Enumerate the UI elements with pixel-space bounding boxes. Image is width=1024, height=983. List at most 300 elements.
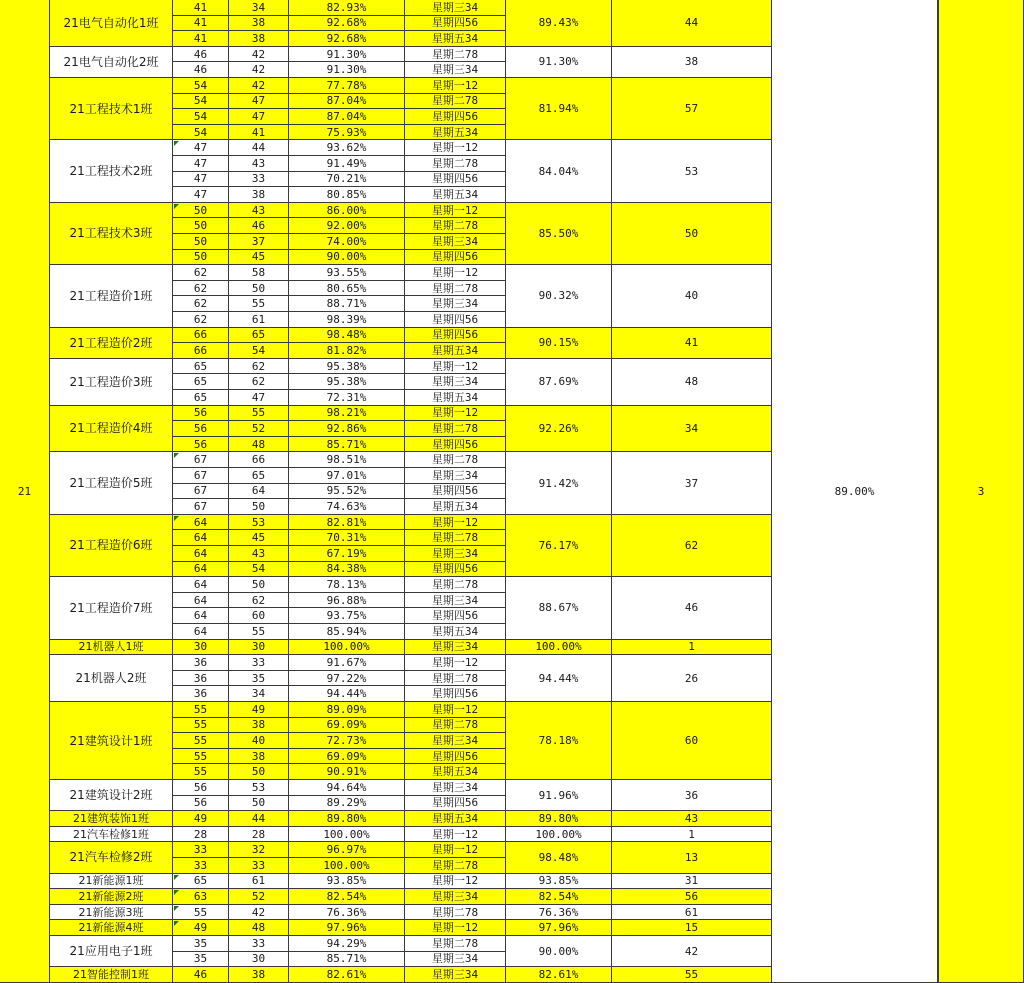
session-cell[interactable]: 星期二78 (405, 156, 506, 172)
session-cell[interactable]: 星期一12 (405, 702, 506, 718)
class-rank-cell[interactable]: 55 (612, 967, 772, 983)
present-count-cell[interactable]: 62 (229, 374, 289, 390)
class-size-cell[interactable]: 33 (173, 858, 229, 874)
present-count-cell[interactable]: 47 (229, 94, 289, 110)
attendance-rate-cell[interactable]: 95.38% (289, 359, 405, 375)
session-cell[interactable]: 星期四56 (405, 328, 506, 344)
present-count-cell[interactable]: 48 (229, 437, 289, 453)
class-rank-cell[interactable]: 26 (612, 655, 772, 702)
class-rank-cell[interactable]: 13 (612, 842, 772, 873)
present-count-cell[interactable]: 42 (229, 905, 289, 921)
attendance-rate-cell[interactable]: 69.09% (289, 718, 405, 734)
present-count-cell[interactable]: 38 (229, 16, 289, 32)
attendance-rate-cell[interactable]: 82.93% (289, 0, 405, 16)
attendance-rate-cell[interactable]: 95.38% (289, 374, 405, 390)
class-size-cell[interactable]: 64 (173, 624, 229, 640)
attendance-rate-cell[interactable]: 96.97% (289, 842, 405, 858)
attendance-rate-cell[interactable]: 67.19% (289, 546, 405, 562)
class-size-cell[interactable]: 62 (173, 296, 229, 312)
attendance-rate-cell[interactable]: 98.48% (289, 328, 405, 344)
class-size-cell[interactable]: 54 (173, 109, 229, 125)
class-rank-cell[interactable]: 34 (612, 406, 772, 453)
session-cell[interactable]: 星期二78 (405, 577, 506, 593)
present-count-cell[interactable]: 50 (229, 281, 289, 297)
class-size-cell[interactable]: 66 (173, 328, 229, 344)
present-count-cell[interactable]: 50 (229, 796, 289, 812)
class-size-cell[interactable]: 46 (173, 967, 229, 983)
session-cell[interactable]: 星期三34 (405, 62, 506, 78)
session-cell[interactable]: 星期五34 (405, 764, 506, 780)
session-cell[interactable]: 星期五34 (405, 624, 506, 640)
class-rank-cell[interactable]: 1 (612, 640, 772, 656)
class-size-cell[interactable]: 65 (173, 390, 229, 406)
present-count-cell[interactable]: 62 (229, 359, 289, 375)
session-cell[interactable]: 星期二78 (405, 858, 506, 874)
class-rank-cell[interactable]: 31 (612, 874, 772, 890)
class-size-cell[interactable]: 55 (173, 764, 229, 780)
attendance-rate-cell[interactable]: 93.75% (289, 608, 405, 624)
session-cell[interactable]: 星期三34 (405, 296, 506, 312)
attendance-rate-cell[interactable]: 74.00% (289, 234, 405, 250)
session-cell[interactable]: 星期四56 (405, 484, 506, 500)
attendance-rate-cell[interactable]: 80.65% (289, 281, 405, 297)
session-cell[interactable]: 星期四56 (405, 796, 506, 812)
overall-rate-cell[interactable]: 89.00% (772, 0, 938, 983)
present-count-cell[interactable]: 35 (229, 671, 289, 687)
class-size-cell[interactable]: 55 (173, 718, 229, 734)
class-size-cell[interactable]: 28 (173, 827, 229, 843)
present-count-cell[interactable]: 33 (229, 936, 289, 952)
attendance-rate-cell[interactable]: 84.38% (289, 562, 405, 578)
present-count-cell[interactable]: 62 (229, 593, 289, 609)
present-count-cell[interactable]: 33 (229, 172, 289, 188)
session-cell[interactable]: 星期一12 (405, 874, 506, 890)
session-cell[interactable]: 星期二78 (405, 671, 506, 687)
class-size-cell[interactable]: 49 (173, 811, 229, 827)
attendance-rate-cell[interactable]: 95.52% (289, 484, 405, 500)
class-name-cell[interactable]: 21电气自动化2班 (50, 47, 173, 78)
attendance-rate-cell[interactable]: 92.68% (289, 16, 405, 32)
attendance-rate-cell[interactable]: 98.51% (289, 452, 405, 468)
class-name-cell[interactable]: 21汽车检修2班 (50, 842, 173, 873)
class-name-cell[interactable]: 21机器人1班 (50, 640, 173, 656)
class-size-cell[interactable]: 64 (173, 577, 229, 593)
attendance-rate-cell[interactable]: 78.13% (289, 577, 405, 593)
session-cell[interactable]: 星期四56 (405, 172, 506, 188)
present-count-cell[interactable]: 64 (229, 484, 289, 500)
attendance-rate-cell[interactable]: 100.00% (289, 827, 405, 843)
class-size-cell[interactable]: 49 (173, 920, 229, 936)
class-size-cell[interactable]: 54 (173, 125, 229, 141)
present-count-cell[interactable]: 44 (229, 140, 289, 156)
present-count-cell[interactable]: 49 (229, 702, 289, 718)
attendance-rate-cell[interactable]: 96.88% (289, 593, 405, 609)
attendance-rate-cell[interactable]: 72.73% (289, 733, 405, 749)
present-count-cell[interactable]: 33 (229, 655, 289, 671)
session-cell[interactable]: 星期四56 (405, 250, 506, 266)
session-cell[interactable]: 星期五34 (405, 31, 506, 47)
session-cell[interactable]: 星期一12 (405, 359, 506, 375)
attendance-rate-cell[interactable]: 85.71% (289, 437, 405, 453)
class-rate-cell[interactable]: 91.96% (506, 780, 612, 811)
present-count-cell[interactable]: 38 (229, 187, 289, 203)
session-cell[interactable]: 星期三34 (405, 733, 506, 749)
class-rate-cell[interactable]: 91.42% (506, 452, 612, 514)
attendance-rate-cell[interactable]: 91.67% (289, 655, 405, 671)
present-count-cell[interactable]: 47 (229, 109, 289, 125)
session-cell[interactable]: 星期三34 (405, 593, 506, 609)
attendance-rate-cell[interactable]: 89.80% (289, 811, 405, 827)
present-count-cell[interactable]: 65 (229, 328, 289, 344)
class-rank-cell[interactable]: 1 (612, 827, 772, 843)
class-size-cell[interactable]: 47 (173, 156, 229, 172)
class-rank-cell[interactable]: 46 (612, 577, 772, 639)
session-cell[interactable]: 星期四56 (405, 562, 506, 578)
class-size-cell[interactable]: 64 (173, 593, 229, 609)
class-rank-cell[interactable]: 62 (612, 515, 772, 577)
session-cell[interactable]: 星期一12 (405, 203, 506, 219)
class-size-cell[interactable]: 67 (173, 452, 229, 468)
session-cell[interactable]: 星期二78 (405, 530, 506, 546)
class-size-cell[interactable]: 36 (173, 686, 229, 702)
class-rank-cell[interactable]: 43 (612, 811, 772, 827)
present-count-cell[interactable]: 54 (229, 562, 289, 578)
present-count-cell[interactable]: 48 (229, 920, 289, 936)
attendance-rate-cell[interactable]: 91.30% (289, 47, 405, 63)
present-count-cell[interactable]: 33 (229, 858, 289, 874)
session-cell[interactable]: 星期三34 (405, 780, 506, 796)
class-size-cell[interactable]: 63 (173, 889, 229, 905)
present-count-cell[interactable]: 45 (229, 530, 289, 546)
session-cell[interactable]: 星期五34 (405, 187, 506, 203)
session-cell[interactable]: 星期三34 (405, 468, 506, 484)
session-cell[interactable]: 星期五34 (405, 390, 506, 406)
session-cell[interactable]: 星期三34 (405, 889, 506, 905)
class-name-cell[interactable]: 21工程技术1班 (50, 78, 173, 140)
attendance-rate-cell[interactable]: 77.78% (289, 78, 405, 94)
class-size-cell[interactable]: 55 (173, 749, 229, 765)
session-cell[interactable]: 星期一12 (405, 655, 506, 671)
attendance-rate-cell[interactable]: 80.85% (289, 187, 405, 203)
present-count-cell[interactable]: 34 (229, 686, 289, 702)
class-size-cell[interactable]: 65 (173, 359, 229, 375)
present-count-cell[interactable]: 55 (229, 624, 289, 640)
class-size-cell[interactable]: 41 (173, 16, 229, 32)
class-rank-cell[interactable]: 57 (612, 78, 772, 140)
present-count-cell[interactable]: 43 (229, 203, 289, 219)
attendance-rate-cell[interactable]: 92.00% (289, 218, 405, 234)
class-rank-cell[interactable]: 60 (612, 702, 772, 780)
session-cell[interactable]: 星期一12 (405, 265, 506, 281)
class-name-cell[interactable]: 21智能控制1班 (50, 967, 173, 983)
class-rank-cell[interactable]: 50 (612, 203, 772, 265)
attendance-rate-cell[interactable]: 86.00% (289, 203, 405, 219)
present-count-cell[interactable]: 58 (229, 265, 289, 281)
attendance-rate-cell[interactable]: 75.93% (289, 125, 405, 141)
present-count-cell[interactable]: 66 (229, 452, 289, 468)
attendance-rate-cell[interactable]: 87.04% (289, 94, 405, 110)
present-count-cell[interactable]: 54 (229, 343, 289, 359)
present-count-cell[interactable]: 38 (229, 718, 289, 734)
class-rate-cell[interactable]: 100.00% (506, 640, 612, 656)
class-size-cell[interactable]: 36 (173, 655, 229, 671)
class-rank-cell[interactable]: 53 (612, 140, 772, 202)
class-size-cell[interactable]: 41 (173, 31, 229, 47)
present-count-cell[interactable]: 38 (229, 967, 289, 983)
attendance-rate-cell[interactable]: 76.36% (289, 905, 405, 921)
class-rate-cell[interactable]: 93.85% (506, 874, 612, 890)
session-cell[interactable]: 星期二78 (405, 718, 506, 734)
session-cell[interactable]: 星期一12 (405, 842, 506, 858)
class-rate-cell[interactable]: 81.94% (506, 78, 612, 140)
session-cell[interactable]: 星期五34 (405, 811, 506, 827)
class-size-cell[interactable]: 56 (173, 437, 229, 453)
class-rate-cell[interactable]: 94.44% (506, 655, 612, 702)
session-cell[interactable]: 星期五34 (405, 499, 506, 515)
class-size-cell[interactable]: 46 (173, 62, 229, 78)
class-rate-cell[interactable]: 90.32% (506, 265, 612, 327)
attendance-rate-cell[interactable]: 100.00% (289, 640, 405, 656)
class-size-cell[interactable]: 30 (173, 640, 229, 656)
present-count-cell[interactable]: 43 (229, 546, 289, 562)
attendance-rate-cell[interactable]: 92.68% (289, 31, 405, 47)
attendance-rate-cell[interactable]: 82.81% (289, 515, 405, 531)
present-count-cell[interactable]: 42 (229, 47, 289, 63)
class-rate-cell[interactable]: 90.00% (506, 936, 612, 967)
class-rank-cell[interactable]: 15 (612, 920, 772, 936)
session-cell[interactable]: 星期五34 (405, 125, 506, 141)
present-count-cell[interactable]: 61 (229, 874, 289, 890)
class-name-cell[interactable]: 21应用电子1班 (50, 936, 173, 967)
class-size-cell[interactable]: 50 (173, 250, 229, 266)
class-size-cell[interactable]: 54 (173, 94, 229, 110)
present-count-cell[interactable]: 46 (229, 218, 289, 234)
class-size-cell[interactable]: 35 (173, 952, 229, 968)
session-cell[interactable]: 星期二78 (405, 47, 506, 63)
present-count-cell[interactable]: 52 (229, 889, 289, 905)
present-count-cell[interactable]: 53 (229, 515, 289, 531)
present-count-cell[interactable]: 32 (229, 842, 289, 858)
session-cell[interactable]: 星期三34 (405, 967, 506, 983)
class-rate-cell[interactable]: 91.30% (506, 47, 612, 78)
class-name-cell[interactable]: 21工程造价2班 (50, 328, 173, 359)
class-size-cell[interactable]: 62 (173, 281, 229, 297)
present-count-cell[interactable]: 60 (229, 608, 289, 624)
present-count-cell[interactable]: 47 (229, 390, 289, 406)
class-size-cell[interactable]: 47 (173, 140, 229, 156)
class-rate-cell[interactable]: 76.36% (506, 905, 612, 921)
session-cell[interactable]: 星期四56 (405, 109, 506, 125)
class-size-cell[interactable]: 50 (173, 218, 229, 234)
attendance-rate-cell[interactable]: 93.62% (289, 140, 405, 156)
attendance-rate-cell[interactable]: 89.29% (289, 796, 405, 812)
present-count-cell[interactable]: 50 (229, 499, 289, 515)
class-rank-cell[interactable]: 36 (612, 780, 772, 811)
session-cell[interactable]: 星期四56 (405, 16, 506, 32)
class-rank-cell[interactable]: 41 (612, 328, 772, 359)
attendance-rate-cell[interactable]: 97.96% (289, 920, 405, 936)
class-rank-cell[interactable]: 44 (612, 0, 772, 47)
class-rate-cell[interactable]: 89.80% (506, 811, 612, 827)
class-size-cell[interactable]: 64 (173, 562, 229, 578)
class-name-cell[interactable]: 21工程造价6班 (50, 515, 173, 577)
attendance-rate-cell[interactable]: 94.29% (289, 936, 405, 952)
class-size-cell[interactable]: 67 (173, 468, 229, 484)
class-name-cell[interactable]: 21新能源1班 (50, 874, 173, 890)
class-size-cell[interactable]: 47 (173, 172, 229, 188)
attendance-rate-cell[interactable]: 72.31% (289, 390, 405, 406)
present-count-cell[interactable]: 42 (229, 78, 289, 94)
class-rate-cell[interactable]: 88.67% (506, 577, 612, 639)
class-rate-cell[interactable]: 82.54% (506, 889, 612, 905)
attendance-rate-cell[interactable]: 87.04% (289, 109, 405, 125)
present-count-cell[interactable]: 53 (229, 780, 289, 796)
session-cell[interactable]: 星期四56 (405, 686, 506, 702)
session-cell[interactable]: 星期一12 (405, 515, 506, 531)
present-count-cell[interactable]: 55 (229, 296, 289, 312)
present-count-cell[interactable]: 65 (229, 468, 289, 484)
attendance-rate-cell[interactable]: 85.71% (289, 952, 405, 968)
class-size-cell[interactable]: 56 (173, 796, 229, 812)
class-size-cell[interactable]: 56 (173, 406, 229, 422)
attendance-rate-cell[interactable]: 91.30% (289, 62, 405, 78)
session-cell[interactable]: 星期三34 (405, 234, 506, 250)
attendance-rate-cell[interactable]: 92.86% (289, 421, 405, 437)
present-count-cell[interactable]: 42 (229, 62, 289, 78)
class-rate-cell[interactable]: 97.96% (506, 920, 612, 936)
class-name-cell[interactable]: 21新能源3班 (50, 905, 173, 921)
class-name-cell[interactable]: 21建筑设计1班 (50, 702, 173, 780)
class-size-cell[interactable]: 54 (173, 78, 229, 94)
present-count-cell[interactable]: 38 (229, 749, 289, 765)
class-rate-cell[interactable]: 92.26% (506, 406, 612, 453)
present-count-cell[interactable]: 61 (229, 312, 289, 328)
class-size-cell[interactable]: 47 (173, 187, 229, 203)
class-name-cell[interactable]: 21工程造价1班 (50, 265, 173, 327)
class-size-cell[interactable]: 64 (173, 515, 229, 531)
class-rank-cell[interactable]: 61 (612, 905, 772, 921)
class-size-cell[interactable]: 50 (173, 234, 229, 250)
present-count-cell[interactable]: 30 (229, 640, 289, 656)
session-cell[interactable]: 星期一12 (405, 406, 506, 422)
class-size-cell[interactable]: 66 (173, 343, 229, 359)
class-rank-cell[interactable]: 38 (612, 47, 772, 78)
class-size-cell[interactable]: 64 (173, 546, 229, 562)
class-rate-cell[interactable]: 85.50% (506, 203, 612, 265)
attendance-rate-cell[interactable]: 91.49% (289, 156, 405, 172)
class-rank-cell[interactable]: 56 (612, 889, 772, 905)
class-name-cell[interactable]: 21工程技术2班 (50, 140, 173, 202)
attendance-rate-cell[interactable]: 69.09% (289, 749, 405, 765)
attendance-rate-cell[interactable]: 85.94% (289, 624, 405, 640)
present-count-cell[interactable]: 38 (229, 31, 289, 47)
present-count-cell[interactable]: 41 (229, 125, 289, 141)
session-cell[interactable]: 星期二78 (405, 281, 506, 297)
class-size-cell[interactable]: 46 (173, 47, 229, 63)
class-size-cell[interactable]: 67 (173, 484, 229, 500)
session-cell[interactable]: 星期三34 (405, 374, 506, 390)
class-size-cell[interactable]: 55 (173, 733, 229, 749)
present-count-cell[interactable]: 52 (229, 421, 289, 437)
session-cell[interactable]: 星期三34 (405, 640, 506, 656)
class-name-cell[interactable]: 21建筑装饰1班 (50, 811, 173, 827)
class-size-cell[interactable]: 41 (173, 0, 229, 16)
present-count-cell[interactable]: 44 (229, 811, 289, 827)
attendance-rate-cell[interactable]: 89.09% (289, 702, 405, 718)
class-rate-cell[interactable]: 90.15% (506, 328, 612, 359)
attendance-rate-cell[interactable]: 98.21% (289, 406, 405, 422)
session-cell[interactable]: 星期四56 (405, 437, 506, 453)
session-cell[interactable]: 星期三34 (405, 952, 506, 968)
session-cell[interactable]: 星期三34 (405, 546, 506, 562)
class-rate-cell[interactable]: 89.43% (506, 0, 612, 47)
class-size-cell[interactable]: 64 (173, 530, 229, 546)
attendance-rate-cell[interactable]: 88.71% (289, 296, 405, 312)
attendance-rate-cell[interactable]: 94.64% (289, 780, 405, 796)
present-count-cell[interactable]: 28 (229, 827, 289, 843)
attendance-rate-cell[interactable]: 81.82% (289, 343, 405, 359)
present-count-cell[interactable]: 45 (229, 250, 289, 266)
class-rate-cell[interactable]: 100.00% (506, 827, 612, 843)
class-rank-cell[interactable]: 42 (612, 936, 772, 967)
grade-cell[interactable]: 21 (0, 0, 50, 983)
class-rate-cell[interactable]: 78.18% (506, 702, 612, 780)
class-size-cell[interactable]: 64 (173, 608, 229, 624)
class-size-cell[interactable]: 50 (173, 203, 229, 219)
class-rate-cell[interactable]: 84.04% (506, 140, 612, 202)
class-size-cell[interactable]: 65 (173, 374, 229, 390)
class-name-cell[interactable]: 21汽车检修1班 (50, 827, 173, 843)
grade-rank-cell[interactable]: 3 (938, 0, 1024, 983)
class-size-cell[interactable]: 56 (173, 421, 229, 437)
class-name-cell[interactable]: 21工程造价4班 (50, 406, 173, 453)
class-name-cell[interactable]: 21新能源4班 (50, 920, 173, 936)
class-name-cell[interactable]: 21新能源2班 (50, 889, 173, 905)
present-count-cell[interactable]: 55 (229, 406, 289, 422)
class-rate-cell[interactable]: 82.61% (506, 967, 612, 983)
session-cell[interactable]: 星期一12 (405, 140, 506, 156)
attendance-rate-cell[interactable]: 90.00% (289, 250, 405, 266)
session-cell[interactable]: 星期二78 (405, 936, 506, 952)
attendance-rate-cell[interactable]: 82.61% (289, 967, 405, 983)
attendance-rate-cell[interactable]: 70.21% (289, 172, 405, 188)
class-rate-cell[interactable]: 76.17% (506, 515, 612, 577)
class-size-cell[interactable]: 55 (173, 702, 229, 718)
class-size-cell[interactable]: 62 (173, 265, 229, 281)
attendance-rate-cell[interactable]: 82.54% (289, 889, 405, 905)
class-size-cell[interactable]: 62 (173, 312, 229, 328)
class-size-cell[interactable]: 65 (173, 874, 229, 890)
attendance-rate-cell[interactable]: 98.39% (289, 312, 405, 328)
attendance-rate-cell[interactable]: 93.85% (289, 874, 405, 890)
session-cell[interactable]: 星期二78 (405, 421, 506, 437)
attendance-rate-cell[interactable]: 93.55% (289, 265, 405, 281)
class-size-cell[interactable]: 33 (173, 842, 229, 858)
class-name-cell[interactable]: 21工程造价7班 (50, 577, 173, 639)
class-rank-cell[interactable]: 48 (612, 359, 772, 406)
session-cell[interactable]: 星期一12 (405, 827, 506, 843)
session-cell[interactable]: 星期二78 (405, 94, 506, 110)
session-cell[interactable]: 星期二78 (405, 218, 506, 234)
class-rate-cell[interactable]: 87.69% (506, 359, 612, 406)
attendance-rate-cell[interactable]: 90.91% (289, 764, 405, 780)
attendance-rate-cell[interactable]: 97.22% (289, 671, 405, 687)
class-size-cell[interactable]: 56 (173, 780, 229, 796)
class-name-cell[interactable]: 21建筑设计2班 (50, 780, 173, 811)
class-rank-cell[interactable]: 37 (612, 452, 772, 514)
attendance-rate-cell[interactable]: 94.44% (289, 686, 405, 702)
attendance-rate-cell[interactable]: 70.31% (289, 530, 405, 546)
